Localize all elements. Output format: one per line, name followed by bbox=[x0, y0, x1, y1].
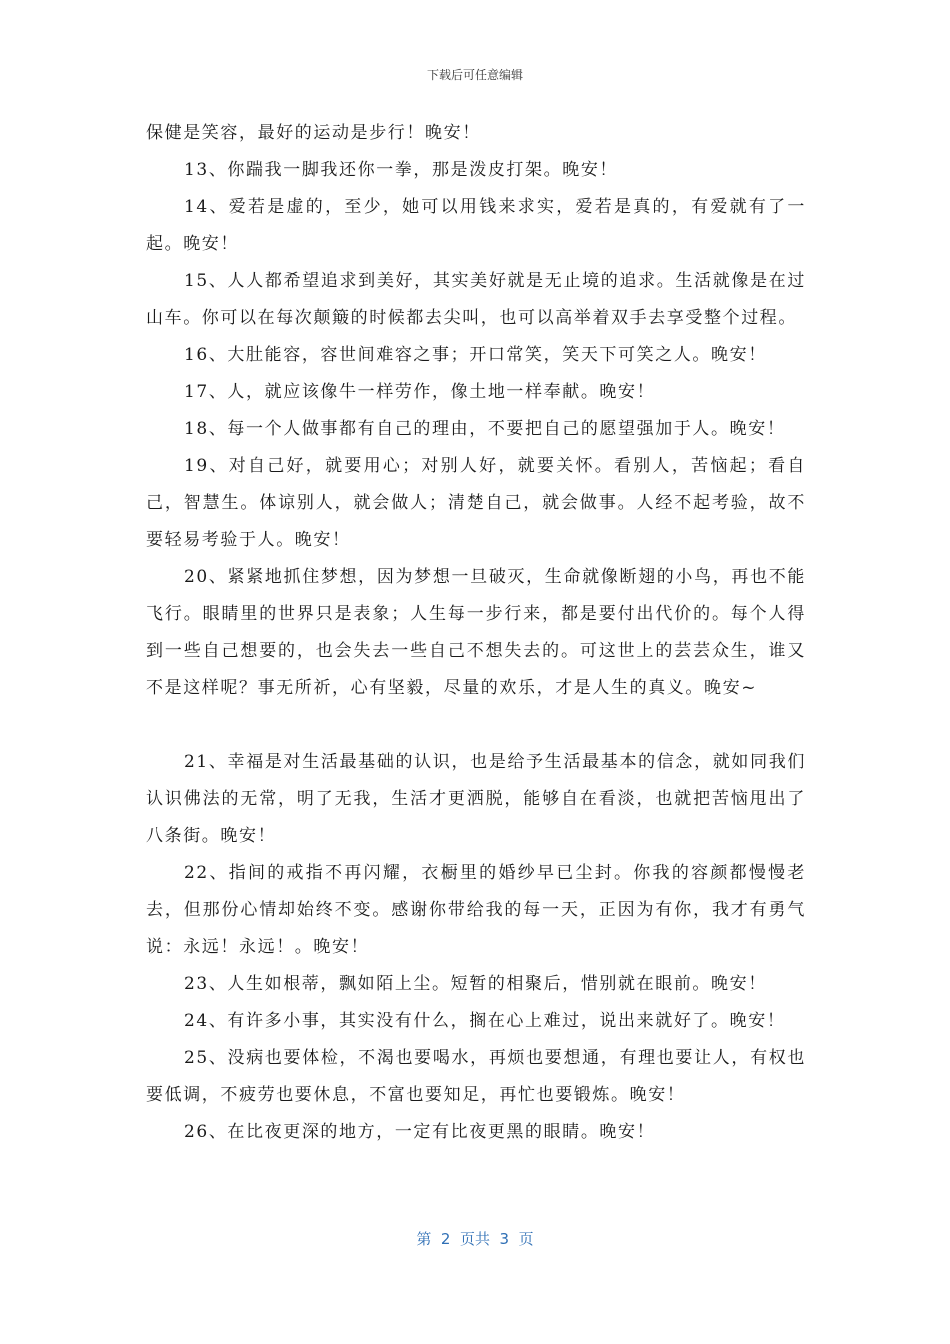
paragraph: 22、指间的戒指不再闪耀，衣橱里的婚纱早已尘封。你我的容颜都慢慢老去，但那份心情却始终不变。感谢你带给我的每一天，正因为有你，我才有勇气说：永远！永远！。晚安！ bbox=[146, 863, 806, 957]
paragraph: 14、爱若是虚的，至少，她可以用钱来求实，爱若是真的，有爱就有了一起。晚安！ bbox=[146, 197, 806, 254]
paragraph: 19、对自己好，就要用心；对别人好，就要关怀。看别人，苦恼起；看自己，智慧生。体谅别人，就会做人；清楚自己，就会做事。人经不起考验，故不要轻易考验于人。晚安！ bbox=[146, 456, 806, 550]
paragraph: 16、大肚能容，容世间难容之事；开口常笑，笑天下可笑之人。晚安！ bbox=[184, 345, 767, 365]
paragraph: 13、你踹我一脚我还你一拳，那是泼皮打架。晚安！ bbox=[184, 160, 619, 180]
page-number-footer: 第 2 页共 3 页 bbox=[416, 1230, 534, 1248]
paragraph: 21、幸福是对生活最基础的认识，也是给予生活最基本的信念，就如同我们认识佛法的无常，明了无我，生活才更洒脱，能够自在看淡，也就把苦恼甩出了八条街。晚安！ bbox=[146, 752, 806, 846]
paragraph: 26、在比夜更深的地方，一定有比夜更黑的眼睛。晚安！ bbox=[184, 1122, 656, 1142]
paragraph: 24、有许多小事，其实没有什么，搁在心上难过，说出来就好了。晚安！ bbox=[184, 1011, 786, 1031]
paragraph: 15、人人都希望追求到美好，其实美好就是无止境的追求。生活就像是在过山车。你可以在每次颠簸的时候都去尖叫，也可以高举着双手去享受整个过程。 bbox=[146, 271, 806, 328]
document-body bbox=[146, 115, 806, 1151]
page-header: 下载后可任意编辑 bbox=[426, 68, 523, 82]
paragraph: 17、人，就应该像牛一样劳作，像土地一样奉献。晚安！ bbox=[184, 382, 656, 402]
paragraph: 18、每一个人做事都有自己的理由，不要把自己的愿望强加于人。晚安！ bbox=[184, 419, 786, 439]
paragraph: 25、没病也要体检，不渴也要喝水，再烦也要想通，有理也要让人，有权也要低调，不疲劳也要休息，不富也要知足，再忙也要锻炼。晚安！ bbox=[146, 1048, 806, 1105]
paragraph: 20、紧紧地抓住梦想，因为梦想一旦破灭，生命就像断翅的小鸟，再也不能飞行。眼睛里的世界只是表象；人生每一步行来，都是要付出代价的。每个人得到一些自己想要的，也会失去一些自己不想失去的。可这世上的芸芸众生，谁又不是这样呢？事无所祈，心有坚毅，尽量的欢乐，才是人生的真义。晚安~ bbox=[146, 567, 806, 698]
paragraph: 保健是笑容，最好的运动是步行！晚安！ bbox=[146, 123, 481, 143]
paragraph: 23、人生如根蒂，飘如陌上尘。短暂的相聚后，惜别就在眼前。晚安！ bbox=[184, 974, 767, 994]
